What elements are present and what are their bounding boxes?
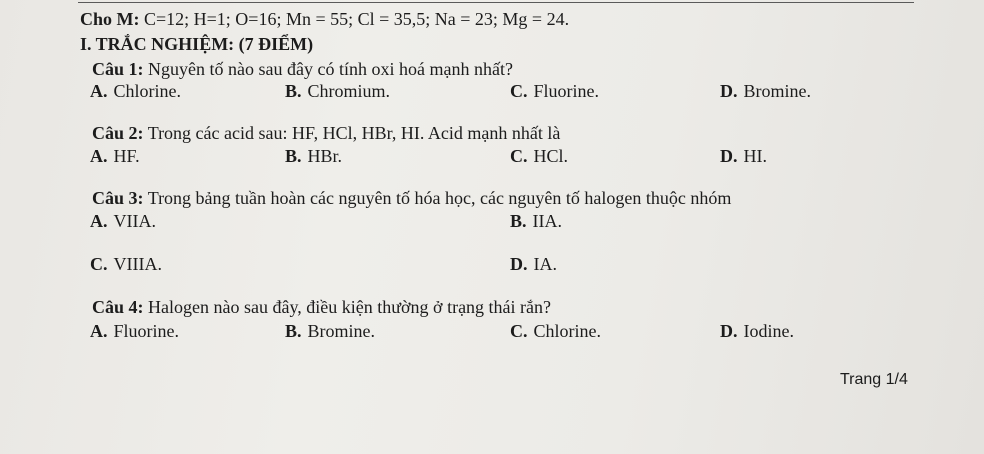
option-2a[interactable]: A. HF. bbox=[90, 146, 140, 166]
page-number: Trang 1/4 bbox=[840, 371, 908, 388]
constants-line bbox=[80, 8, 569, 30]
option-3c[interactable]: C. VIIIA. bbox=[90, 254, 162, 274]
option-4a[interactable]: A. Fluorine. bbox=[90, 321, 179, 341]
section-title: I. TRẮC NGHIỆM: (7 ĐIỂM) bbox=[80, 34, 314, 54]
option-2c[interactable]: C. HCl. bbox=[510, 146, 569, 166]
option-4c[interactable]: C. Chlorine. bbox=[510, 321, 601, 341]
question-label: Câu 4: bbox=[92, 297, 144, 317]
question-text: Halogen nào sau đây, điều kiện thường ở trạng thái rắn? bbox=[148, 297, 552, 317]
option-1b[interactable]: B. Chromium. bbox=[285, 81, 391, 101]
question-2 bbox=[92, 122, 560, 144]
option-1a[interactable]: A. Chlorine. bbox=[90, 81, 181, 101]
question-text: Trong các acid sau: HF, HCl, HBr, HI. Acid mạnh nhất là bbox=[147, 123, 561, 143]
question-4 bbox=[92, 296, 551, 318]
option-2b[interactable]: B. HBr. bbox=[285, 146, 343, 166]
question-text: Trong bảng tuần hoàn các nguyên tố hóa học, các nguyên tố halogen thuộc nhóm bbox=[147, 188, 732, 208]
option-3d[interactable]: D. IA. bbox=[510, 254, 557, 274]
question-text: Nguyên tố nào sau đây có tính oxi hoá mạnh nhất? bbox=[148, 59, 513, 79]
option-1d[interactable]: D. Bromine. bbox=[720, 81, 811, 101]
option-3b[interactable]: B. IIA. bbox=[510, 211, 563, 231]
top-rule bbox=[78, 2, 914, 3]
question-label: Câu 3: bbox=[92, 188, 144, 208]
option-3a[interactable]: A. VIIA. bbox=[90, 211, 156, 231]
option-1c[interactable]: C. Fluorine. bbox=[510, 81, 599, 101]
question-label: Câu 1: bbox=[92, 59, 144, 79]
constants-label: Cho M: bbox=[80, 9, 140, 29]
option-2d[interactable]: D. HI. bbox=[720, 146, 767, 166]
constants-values: C=12; H=1; O=16; Mn = 55; Cl = 35,5; Na = 23; Mg = 24. bbox=[144, 9, 570, 29]
option-4d[interactable]: D. Iodine. bbox=[720, 321, 794, 341]
question-1 bbox=[92, 58, 513, 80]
option-4b[interactable]: B. Bromine. bbox=[285, 321, 376, 341]
question-3 bbox=[92, 187, 731, 209]
question-label: Câu 2: bbox=[92, 123, 144, 143]
